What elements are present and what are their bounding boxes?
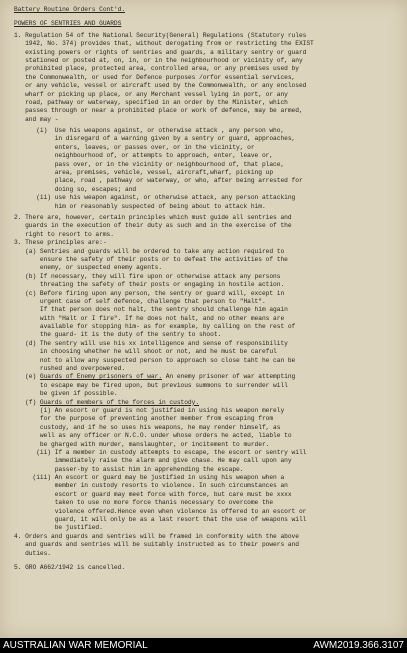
archive-footer bbox=[0, 638, 407, 653]
text-line: doing so, escapes; and bbox=[14, 185, 137, 193]
paragraph-2 bbox=[14, 214, 399, 239]
text-line: urgent case of self defence, challenge that person to "Halt". bbox=[14, 297, 266, 305]
text-line: enemy, or suspected enemy agents. bbox=[14, 264, 163, 272]
text-line: passes through or near a prohibited place or work of defence, may be armed, bbox=[14, 107, 303, 115]
text-line: enters, leaves, or passes over, or in the vicinity, or bbox=[14, 143, 255, 151]
text-line: rushed and overpowered. bbox=[14, 365, 126, 373]
text-line: 4. Orders and guards and sentries will be framed in conformity with the above bbox=[14, 532, 299, 540]
text-line: 1. Regulation 54 of the National Security(General) Regulations (Statutory rules bbox=[14, 31, 307, 39]
text-line: If that person does not halt, the sentry should challenge him again bbox=[14, 306, 288, 314]
text-line: (iii) An escort or guard may be justified in using his weapon when a bbox=[14, 474, 285, 482]
text-line: not to allow any suspected person to approach so close taht he can be bbox=[14, 356, 296, 364]
footer-accession-number: AWM2019.366.3107 bbox=[313, 640, 404, 651]
text-line: the Commonwealth, or used for Defence purposes /orfor essential services, bbox=[14, 73, 296, 81]
text-line: 2. There are, however, certain principles which must guide all sentries and bbox=[14, 213, 292, 221]
text-line: right to resort to arms. bbox=[14, 230, 114, 238]
subheading-members-in-custody: Guards of members of the forces in custody. bbox=[39, 398, 200, 406]
text-line: custody, and if he so uses his weapons, he may render himself, as bbox=[14, 423, 281, 431]
text-line: with "Halt or I fire". If he does not halt, and no other means are bbox=[14, 314, 285, 322]
text-line: threating the safety of their posts or engaging in hostile action. bbox=[14, 281, 285, 289]
paragraph-3 bbox=[14, 239, 399, 533]
text-line: taken to use no more force thanis necessary to overcome the bbox=[14, 499, 274, 507]
text-line: (a) Sentries and guards will be ordered to take any action required to bbox=[14, 247, 285, 255]
text-line: pass over, or in the vicinity or neighbourhood of, that place, bbox=[14, 160, 285, 168]
text-line: or any vehicle, vessel or aircraft used by the Commonwealth, or any enclosed bbox=[14, 82, 307, 90]
text-line: (i) An escort or guard is not justified in using his weapon merely bbox=[14, 406, 285, 414]
text-line: (c) Before firing upon any person, the sentry or guard will, except in bbox=[14, 289, 285, 297]
text-line: well as any officer or N.C.O. under whose orders he acted, liable to bbox=[14, 432, 292, 440]
text-line: prohibited place, protected area, controlled area, or any premises used by bbox=[14, 65, 299, 73]
text-run: An enemy prisoner of war attempting bbox=[162, 373, 296, 381]
text-line: 3. These principles are:- bbox=[14, 239, 107, 247]
text-line: guards in the execution of their duty as such and in the exercise of the bbox=[14, 222, 292, 230]
text-line: in choosing whether he will shoot or not, and he must be careful bbox=[14, 348, 277, 356]
text-line: area, premises, vehicle, vessel, aircraft,wharf, picking up bbox=[14, 169, 274, 177]
text-line: be given if possible. bbox=[14, 390, 118, 398]
document-header: Battery Routine Orders Cont'd. bbox=[14, 6, 126, 13]
text-line: (i) Use his weapons against, or otherwise attack , any person who, bbox=[14, 127, 285, 135]
text-line: wharf or picking up place, or any Merchant vessel lying in port, or any bbox=[14, 90, 288, 98]
subheading-enemy-prisoners: Guards of Enemy prisoners of war. bbox=[39, 373, 163, 381]
section-title: POWERS OF SENTRIES AND GUARDS bbox=[14, 20, 122, 28]
text-line: (d) The sentry will use his xx intelligence and sense of responsibility bbox=[14, 339, 288, 347]
text-line: and may - bbox=[14, 115, 59, 123]
text-line: place, road , pathway or waterway, or who, after being arrested for bbox=[14, 177, 303, 185]
paragraph-4 bbox=[14, 533, 399, 558]
text-line: violence offered.Hence even when violence is offered to an escort or bbox=[14, 507, 307, 515]
text-line: (ii) use his weapon against, or otherwise attack, any person attacking bbox=[14, 194, 296, 202]
text-line: be justified. bbox=[14, 524, 103, 532]
text-line: neighbourhood of, or attempts to approach, enter, leave or, bbox=[14, 152, 274, 160]
footer-institution: AUSTRALIAN WAR MEMORIAL bbox=[3, 640, 148, 651]
item-label: (e) bbox=[14, 373, 40, 381]
document-text bbox=[14, 6, 399, 572]
text-line: (b) If necessary, they will fire upon or otherwise attack any persons bbox=[14, 272, 281, 280]
text-line: guard, it will only be as a last resort that the use of weapons will bbox=[14, 516, 307, 524]
text-line-f bbox=[14, 399, 399, 407]
text-line: duties. bbox=[14, 549, 52, 557]
text-line: stationed or posted at, on, in, or in the neighbourhood or vicinity of, any bbox=[14, 56, 303, 64]
text-line: ensure the safety of their posts or to defeat the activities of the bbox=[14, 255, 288, 263]
text-line: available for stopping him- as for example, by calling on the rest of bbox=[14, 323, 296, 331]
text-line: immediately raise the alarm and give chase. He may call upon any bbox=[14, 457, 292, 465]
text-line: passer-by to assist him in apprehending the escape. bbox=[14, 465, 244, 473]
paragraph-1 bbox=[14, 32, 399, 124]
text-line: and guards and sentries will be suitably instructed as to their powers and bbox=[14, 541, 299, 549]
item-label: (f) bbox=[14, 398, 40, 406]
text-line: escort or guard may meet force with force, but care must be xxxx bbox=[14, 490, 292, 498]
text-line-e bbox=[14, 373, 399, 381]
paragraph-1-ii bbox=[14, 194, 399, 211]
text-line: for the purpose of preventing another member from escaping from bbox=[14, 415, 274, 423]
text-line: be gharged with murder, manslaughter, or incitement to murder. bbox=[14, 440, 270, 448]
text-line: to escape may be fired upon, but previous summons to surrender will bbox=[14, 381, 288, 389]
text-line: road, pathway or waterway, specified in an order by the Minister, which bbox=[14, 98, 288, 106]
text-line: the guard- it is the duty of the sentry to shoot. bbox=[14, 331, 222, 339]
text-line: existing powers or rights of sentries and guards, a military sentry or guard bbox=[14, 48, 307, 56]
paragraph-5: 5. GRO A662/1942 is cancelled. bbox=[14, 564, 126, 571]
text-line: member in custody resorts to violence. In such circumstances an bbox=[14, 482, 288, 490]
text-line: (ii) If a member in custody attempts to escape, the escort or sentry will bbox=[14, 448, 307, 456]
text-line: in disregard of a warning given by a sentry or guard, approaches, bbox=[14, 135, 296, 143]
text-line: him or reasonably suspected of being about to attack him. bbox=[14, 202, 266, 210]
text-line: 1942, No. 374) provides that, without derogating from or restricting the EXIST bbox=[14, 40, 314, 48]
paragraph-1-i bbox=[14, 127, 399, 194]
